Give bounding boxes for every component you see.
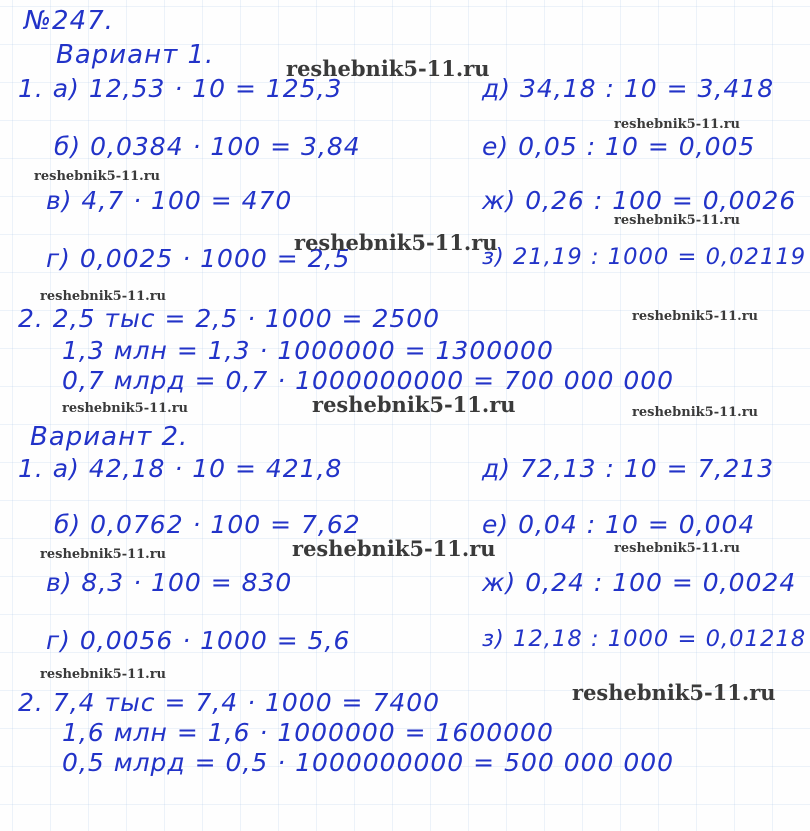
watermark: reshebnik5-11.ru bbox=[572, 680, 776, 705]
v1-line-z: з) 21,19 : 1000 = 0,02119 bbox=[482, 244, 807, 270]
variant-2-title: Вариант 2. bbox=[30, 422, 189, 452]
v2-line-z: з) 12,18 : 1000 = 0,01218 bbox=[482, 626, 807, 652]
v2-task2-line2: 1,6 млн = 1,6 · 1000000 = 1600000 bbox=[62, 718, 554, 747]
watermark: reshebnik5-11.ru bbox=[632, 405, 759, 420]
v1-line-zh: ж) 0,26 : 100 = 0,0026 bbox=[482, 186, 797, 215]
watermark: reshebnik5-11.ru bbox=[632, 309, 759, 324]
v1-task2-line2: 1,3 млн = 1,3 · 1000000 = 1300000 bbox=[62, 336, 554, 365]
v1-line-e: е) 0,05 : 10 = 0,005 bbox=[482, 132, 756, 161]
v2-task2-line1: 2. 7,4 тыс = 7,4 · 1000 = 7400 bbox=[18, 688, 441, 717]
v2-line-d: д) 72,13 : 10 = 7,213 bbox=[482, 454, 775, 483]
v2-line-v: в) 8,3 · 100 = 830 bbox=[46, 568, 293, 597]
watermark: reshebnik5-11.ru bbox=[40, 667, 167, 682]
watermark: reshebnik5-11.ru bbox=[292, 536, 496, 561]
v1-line-b: б) 0,0384 · 100 = 3,84 bbox=[54, 132, 361, 161]
watermark: reshebnik5-11.ru bbox=[40, 547, 167, 562]
watermark: reshebnik5-11.ru bbox=[312, 392, 516, 417]
v1-line-v: в) 4,7 · 100 = 470 bbox=[46, 186, 293, 215]
v1-line-d: д) 34,18 : 10 = 3,418 bbox=[482, 74, 775, 103]
watermark: reshebnik5-11.ru bbox=[614, 541, 741, 556]
watermark: reshebnik5-11.ru bbox=[614, 213, 741, 228]
v1-task2-line1: 2. 2,5 тыс = 2,5 · 1000 = 2500 bbox=[18, 304, 441, 333]
v2-line-b: б) 0,0762 · 100 = 7,62 bbox=[54, 510, 361, 539]
watermark: reshebnik5-11.ru bbox=[34, 169, 161, 184]
v1-line-a: 1. а) 12,53 · 10 = 125,3 bbox=[18, 74, 343, 103]
problem-number: №247. bbox=[24, 6, 114, 36]
v2-line-g: г) 0,0056 · 1000 = 5,6 bbox=[46, 626, 351, 655]
v2-line-a: 1. а) 42,18 · 10 = 421,8 bbox=[18, 454, 343, 483]
v2-line-e: е) 0,04 : 10 = 0,004 bbox=[482, 510, 756, 539]
v1-task2-line3: 0,7 млрд = 0,7 · 1000000000 = 700 000 000 bbox=[62, 366, 675, 395]
v1-line-g: г) 0,0025 · 1000 = 2,5 bbox=[46, 244, 351, 273]
v2-line-zh: ж) 0,24 : 100 = 0,0024 bbox=[482, 568, 797, 597]
watermark: reshebnik5-11.ru bbox=[614, 117, 741, 132]
v2-task2-line3: 0,5 млрд = 0,5 · 1000000000 = 500 000 000 bbox=[62, 748, 675, 777]
watermark: reshebnik5-11.ru bbox=[294, 230, 498, 255]
watermark: reshebnik5-11.ru bbox=[286, 56, 490, 81]
watermark: reshebnik5-11.ru bbox=[40, 289, 167, 304]
watermark: reshebnik5-11.ru bbox=[62, 401, 189, 416]
variant-1-title: Вариант 1. bbox=[56, 40, 215, 70]
